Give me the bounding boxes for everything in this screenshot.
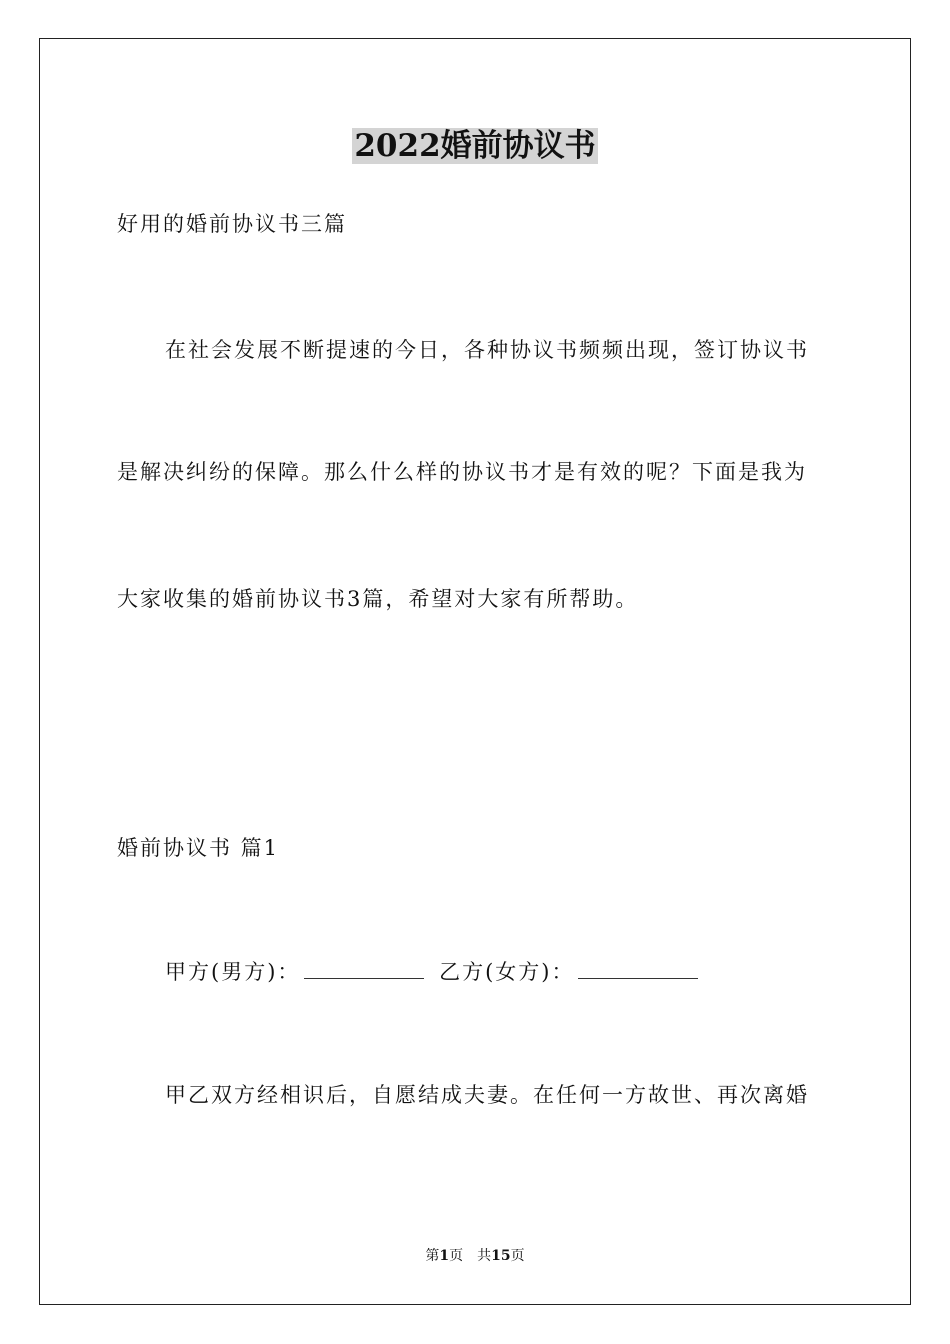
body-line-1: 甲乙双方经相识后，自愿结成夫妻。在任何一方故世、再次离婚 (165, 1083, 809, 1107)
footer-prefix: 第 (425, 1248, 440, 1264)
intro-line-2: 是解决纠纷的保障。那么什么样的协议书才是有效的呢？下面是我为 (117, 460, 807, 484)
intro-line-1: 在社会发展不断提速的今日，各种协议书频频出现，签订协议书 (165, 338, 809, 362)
footer-page-number: 1 (439, 1248, 450, 1264)
section-heading: 婚前协议书 篇1 (117, 836, 280, 860)
document-title-text: 2022婚前协议书 (354, 128, 596, 164)
footer-total-pages: 15 (491, 1248, 511, 1264)
party-b-label: 乙方(女方)： (439, 960, 575, 984)
footer-page-suffix: 页 (449, 1248, 464, 1264)
parties-line (165, 958, 704, 986)
footer-total-suffix: 页 (510, 1248, 525, 1264)
page-footer (0, 1246, 950, 1266)
document-subtitle: 好用的婚前协议书三篇 (117, 212, 347, 236)
footer-total-prefix: 共 (477, 1248, 492, 1264)
party-a-blank (304, 960, 424, 979)
party-b-blank (578, 960, 698, 979)
party-a-label: 甲方(男方)： (165, 960, 301, 984)
intro-line-3: 大家收集的婚前协议书3篇，希望对大家有所帮助。 (117, 587, 639, 611)
document-title (0, 126, 950, 166)
